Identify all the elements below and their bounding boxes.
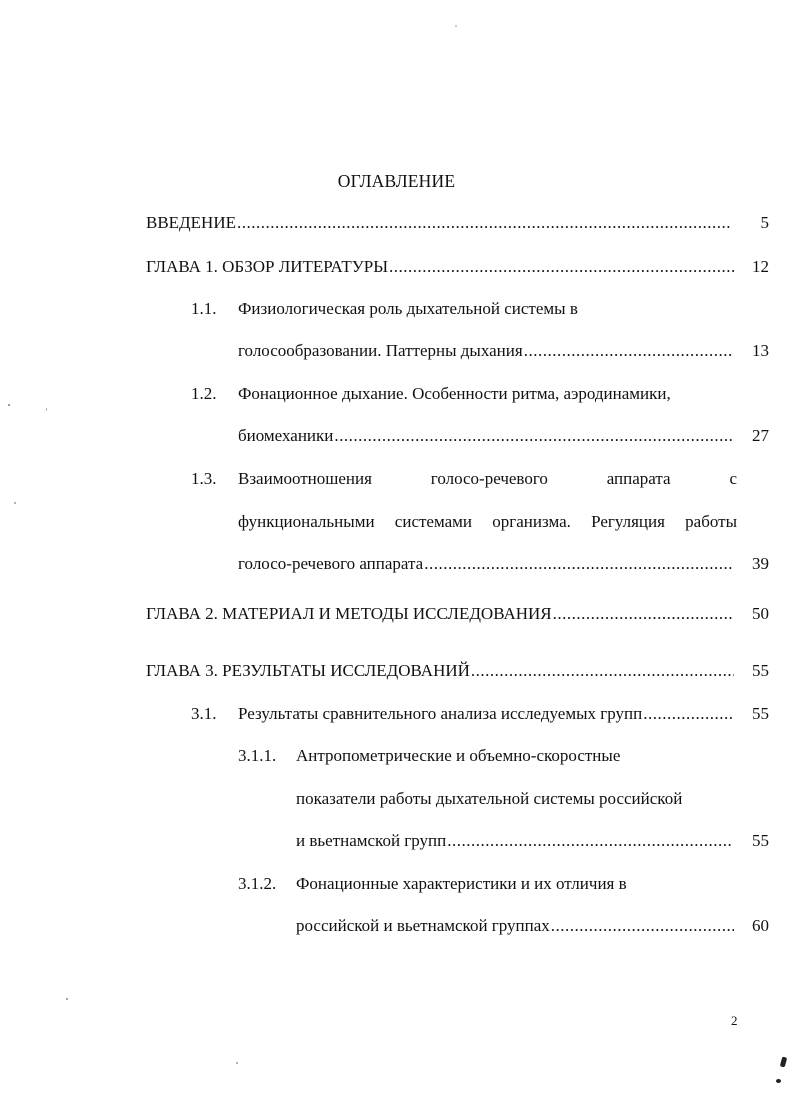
- leader-dots: [334, 425, 732, 447]
- toc-entry-section-3-1-1[interactable]: [296, 830, 732, 852]
- toc-entry-text: ВВЕДЕНИЕ: [146, 213, 236, 232]
- toc-page-number: 55: [752, 831, 769, 850]
- toc-entry-text: ГЛАВА 1. ОБЗОР ЛИТЕРАТУРЫ: [146, 257, 389, 276]
- word: голосо-речевого: [430, 469, 548, 488]
- toc-entry-text: ГЛАВА 2. МАТЕРИАЛ И МЕТОДЫ ИССЛЕДОВАНИЯ: [146, 604, 552, 623]
- toc-section-number: 3.1.: [191, 704, 217, 723]
- word: аппарата: [606, 469, 671, 488]
- scan-artifact: [14, 502, 16, 504]
- scan-artifact: [780, 1057, 787, 1068]
- toc-entry-text: голосообразовании. Паттерны дыхания: [238, 341, 523, 360]
- toc-page-number: 5: [760, 213, 769, 232]
- toc-entry-chapter-2[interactable]: [146, 603, 734, 625]
- toc-entry-section-1-2[interactable]: [238, 425, 732, 447]
- toc-entry-text[interactable]: Фонационные характеристики и их отличия в: [296, 874, 627, 893]
- toc-entry-text: ГЛАВА 3. РЕЗУЛЬТАТЫ ИССЛЕДОВАНИЙ: [146, 661, 470, 680]
- toc-entry-intro[interactable]: [146, 212, 730, 234]
- toc-entry-text[interactable]: Антропометрические и объемно-скоростные: [296, 746, 621, 765]
- leader-dots: [389, 256, 734, 278]
- word: системами: [394, 512, 473, 531]
- leader-dots: [237, 212, 730, 234]
- leader-dots: [524, 340, 732, 362]
- toc-entry-section-1-1[interactable]: [238, 340, 732, 362]
- leader-dots: [553, 603, 734, 625]
- leader-dots: [447, 830, 732, 852]
- toc-entry-chapter-3[interactable]: [146, 660, 734, 682]
- toc-page-number: 12: [752, 257, 769, 276]
- page-title: ОГЛАВЛЕНИЕ: [337, 171, 456, 191]
- toc-entry-text: Результаты сравнительного анализа исследуемых групп: [238, 704, 643, 723]
- toc-entry-text[interactable]: показатели работы дыхательной системы российской: [296, 789, 683, 808]
- toc-page-number: 55: [752, 661, 769, 680]
- toc-section-number: 1.2.: [191, 384, 217, 403]
- toc-page-number: 27: [752, 426, 769, 445]
- toc-entry-section-1-3[interactable]: [238, 553, 732, 575]
- scan-artifact: [8, 404, 10, 406]
- toc-page-number: 60: [752, 916, 769, 935]
- toc-entry-section-3-1-2[interactable]: [296, 915, 734, 937]
- scan-artifact: [66, 998, 68, 1000]
- toc-section-number: 3.1.2.: [238, 874, 277, 893]
- scan-artifact: [46, 408, 47, 411]
- leader-dots: [471, 660, 734, 682]
- toc-entry-text: голосо-речевого аппарата: [238, 554, 424, 573]
- leader-dots: [643, 703, 732, 725]
- word: с: [729, 469, 737, 488]
- toc-entry-text[interactable]: Физиологическая роль дыхательной системы в: [238, 299, 578, 318]
- toc-entry-text: российской и вьетнамской группах: [296, 916, 550, 935]
- leader-dots: [551, 915, 734, 937]
- toc-entry-text: и вьетнамской групп: [296, 831, 447, 850]
- toc-entry-justified-line[interactable]: [238, 511, 737, 533]
- page-number: 2: [731, 1013, 738, 1028]
- toc-page-number: 39: [752, 554, 769, 573]
- scan-artifact: [776, 1079, 781, 1083]
- scan-artifact: [455, 25, 457, 27]
- toc-entry-chapter-1[interactable]: [146, 256, 734, 278]
- toc-page-number: 55: [752, 704, 769, 723]
- word: организма.: [492, 512, 571, 531]
- word: функциональными: [238, 512, 375, 531]
- toc-entry-section-3-1[interactable]: [238, 703, 732, 725]
- word: работы: [685, 512, 737, 531]
- leader-dots: [424, 553, 732, 575]
- toc-section-number: 1.3.: [191, 469, 217, 488]
- toc-entry-justified-line[interactable]: [238, 468, 737, 490]
- toc-entry-text[interactable]: Фонационное дыхание. Особенности ритма, аэродинамики,: [238, 384, 671, 403]
- toc-page-number: 13: [752, 341, 769, 360]
- word: Регуляция: [591, 512, 665, 531]
- toc-page-number: 50: [752, 604, 769, 623]
- toc-section-number: 1.1.: [191, 299, 217, 318]
- word: Взаимоотношения: [238, 469, 372, 488]
- toc-section-number: 3.1.1.: [238, 746, 277, 765]
- scan-artifact: [236, 1062, 238, 1064]
- toc-entry-text: биомеханики: [238, 426, 334, 445]
